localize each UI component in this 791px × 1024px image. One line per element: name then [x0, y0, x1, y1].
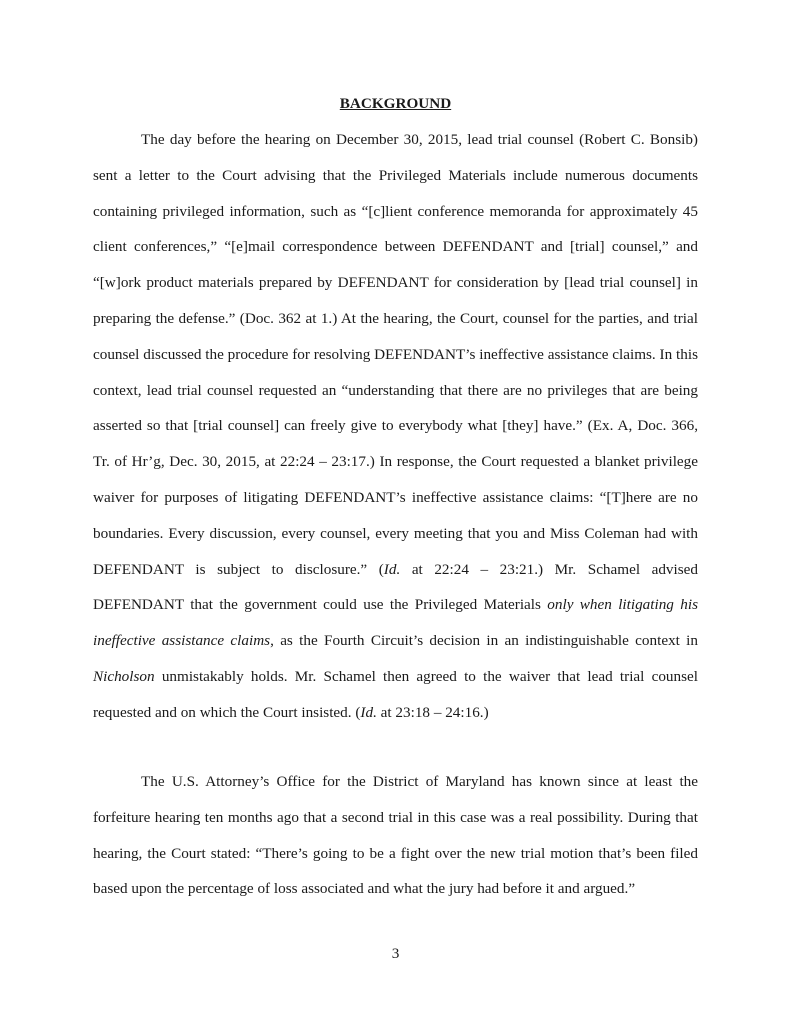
section-heading: BACKGROUND: [339, 95, 452, 112]
text-segment: unmistakably holds. Mr. Schamel then agreed to the waiver that lead trial counsel requested and on which the Court insisted. (: [93, 667, 698, 721]
paragraph-background-1: [93, 122, 698, 731]
paragraph-text: The U.S. Attorney’s Office for the District of Maryland has known since at least the forfeiture hearing ten months ago that a second trial in this case was a real possibility. During that hearing, the Court stated: “There’s going to be a fight over the new trial motion that’s been filed based upon the percentage of loss associated and what the jury had before it and argued.”: [93, 773, 698, 898]
emphasis-text: only when litigating his ineffective assistance claims: [93, 596, 698, 650]
text-segment: at 22:24 – 23:21.) Mr. Schamel advised DEFENDANT that the government could use the Privileged Materials: [93, 560, 698, 614]
citation-id: Id.: [383, 560, 401, 578]
citation-id: Id.: [360, 703, 377, 721]
text-segment: , as the Fourth Circuit’s decision in an indistinguishable context in: [270, 632, 698, 650]
page-number: 3: [391, 945, 400, 962]
paragraph-text: [93, 122, 698, 731]
text-segment: The day before the hearing on December 30, 2015, lead trial counsel (Robert C. Bonsib) sent a letter to the Court advising that the Privileged Materials include numerous documents containing privileged information, such as “[c]lient conference memoranda for approximately 45 client conferences,” “[e]mail correspondence between DEFENDANT and [trial] counsel,” and “[w]ork product materials prepared by DEFENDANT for consideration by [lead trial counsel] in preparing the defense.” (Doc. 362 at 1.) At the hearing, the Court, counsel for the parties, and trial counsel discussed the procedure for resolving DEFENDANT’s ineffective assistance claims. In this context, lead trial counsel requested an “understanding that there are no privileges that are being asserted so that [trial counsel] can freely give to everybody what [they] have.” (Ex. A, Doc. 366, Tr. of Hr’g, Dec. 30, 2015, at 22:24 – 23:17.) In response, the Court requested a blanket privilege waiver for purposes of litigating DEFENDANT’s ineffective assistance claims: “[T]here are no boundaries. Every discussion, every counsel, every meeting that you and Miss Coleman had with DEFENDANT is subject to disclosure.” (: [93, 131, 698, 578]
text-segment: at 23:18 – 24:16.): [376, 703, 489, 721]
paragraph-background-2: [93, 764, 698, 907]
case-name: Nicholson: [93, 667, 155, 685]
